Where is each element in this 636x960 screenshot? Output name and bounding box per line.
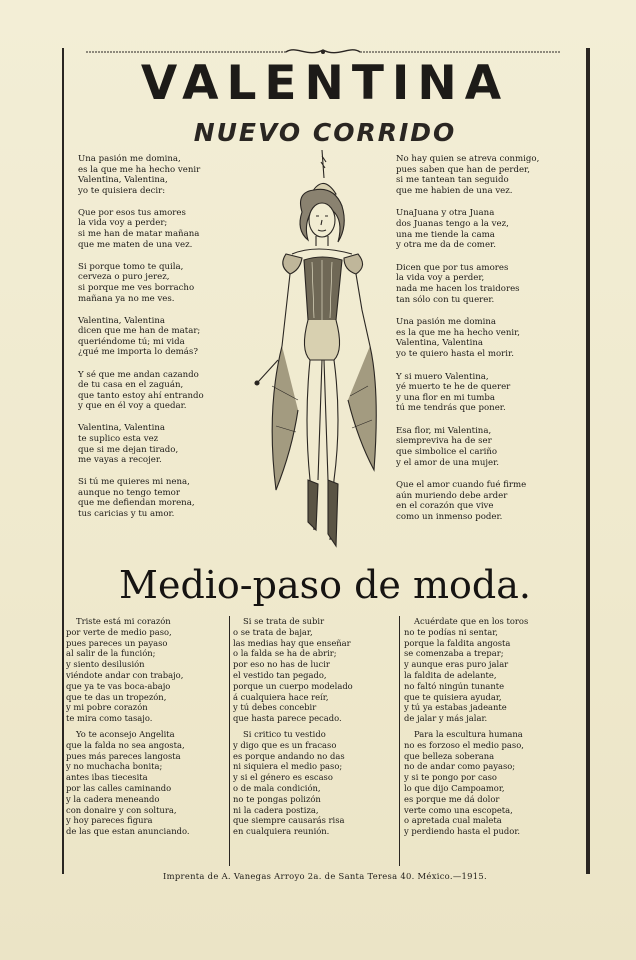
verse-line: no faltó ningún tunante: [404, 680, 505, 691]
verse-line: Y si muero Valentina,: [396, 371, 489, 382]
verse-line: que hasta parece pecado.: [233, 713, 342, 724]
column-divider: [399, 616, 400, 866]
verse-line: mañana ya no me ves.: [78, 293, 175, 304]
verse-line: Valentina, Valentina: [396, 338, 484, 349]
stanza: [396, 426, 576, 468]
verse-line: y aunque eras puro jalar: [404, 659, 509, 670]
verse-line: y la cadera meneando: [66, 793, 160, 804]
verse-line: que me habien de una vez.: [396, 185, 513, 196]
verse-line: pues más pareces langosta: [66, 750, 181, 761]
verse-line: Si tú me quieres mi nena,: [78, 477, 190, 488]
stanza: [404, 616, 574, 724]
verse-line: con donaire y con soltura,: [66, 804, 177, 815]
verse-line: la vida voy a perder;: [78, 218, 168, 229]
verse-line: que belleza soberana: [404, 750, 495, 761]
verse-line: Una pasión me domina: [396, 317, 497, 328]
verse-line: y hoy pareces figura: [66, 815, 153, 826]
verse-line: que la falda no sea angosta,: [66, 739, 185, 750]
verse-line: que me maten de una vez.: [78, 239, 193, 250]
verse-line: de tu casa en el zaguán,: [78, 380, 184, 391]
stanza: [396, 263, 576, 305]
verse-line: pues saben que han de perder,: [396, 164, 530, 175]
verse-line: Que por esos tus amores: [78, 207, 186, 218]
stanza: [233, 729, 393, 837]
verse-line: queriéndome tú; mi vida: [78, 336, 185, 347]
verse-line: que ya te vas boca-abajo: [66, 680, 171, 691]
bottom-verse-column-1: [66, 616, 226, 842]
stanza: [396, 317, 576, 359]
verse-line: por verte de medio paso,: [66, 626, 172, 637]
verse-line: Para la escultura humana: [414, 728, 523, 739]
verse-line: cerveza o puro jerez,: [78, 272, 170, 283]
verse-line: la faldita de adelante,: [404, 669, 497, 680]
verse-line: Que el amor cuando fué firme: [396, 480, 527, 491]
bottom-verse-column-2: [233, 616, 393, 842]
verse-line: ni siquiera el medio paso;: [233, 761, 343, 772]
verse-line: no te podías ni sentar,: [404, 626, 498, 637]
stanza: [78, 370, 256, 412]
dancer-illustration: [252, 150, 392, 560]
verse-line: que siempre causarás risa: [233, 815, 345, 826]
verse-line: el vestido tan pegado,: [233, 669, 327, 680]
verse-line: dicen que me han de matar;: [78, 326, 201, 337]
verse-line: de jalar y más jalar.: [404, 713, 488, 724]
verse-line: siempreviva ha de ser: [396, 436, 492, 447]
verse-line: por eso no has de lucir: [233, 659, 330, 670]
verse-line: me vayas a recojer.: [78, 455, 162, 466]
verse-line: aún muriendo debe arder: [396, 490, 508, 501]
verse-line: ni la cadera postiza,: [233, 804, 319, 815]
stanza: [78, 262, 256, 304]
verse-line: UnaJuana y otra Juana: [396, 208, 495, 219]
verse-line: yo te quisiera decir:: [78, 185, 166, 196]
verse-line: por las calles caminando: [66, 782, 172, 793]
verse-line: porque la faldita angosta: [404, 637, 511, 648]
verse-line: pues pareces un payaso: [66, 637, 168, 648]
verse-line: es porque me dá dolor: [404, 793, 500, 804]
stanza: [233, 616, 393, 724]
verse-line: No hay quien se atreva conmigo,: [396, 154, 540, 164]
verse-line: en cualquiera reunión.: [233, 826, 330, 837]
verse-line: tú me tendrás que poner.: [396, 403, 506, 414]
verse-line: y tú debes concebir: [233, 702, 317, 713]
verse-line: yé muerto te he de querer: [396, 382, 511, 393]
verse-line: Si porque tomo te quila,: [78, 261, 184, 272]
verse-line: Yo te aconsejo Angelita: [76, 728, 175, 739]
stanza: [78, 316, 256, 358]
stanza: [78, 477, 256, 519]
verse-line: es porque andando no das: [233, 750, 345, 761]
verse-line: en el corazón que vive: [396, 501, 494, 512]
verse-line: aunque no tengo temor: [78, 487, 180, 498]
verse-line: Valentina, Valentina: [78, 315, 166, 326]
verse-line: Esa flor, mi Valentina,: [396, 425, 492, 436]
verse-line: que me defiendan morena,: [78, 498, 195, 509]
verse-line: o se trata de bajar,: [233, 626, 313, 637]
verse-line: porque un cuerpo modelado: [233, 680, 353, 691]
verse-line: Una pasión me domina,: [78, 154, 181, 164]
verse-line: que si me dejan tirado,: [78, 444, 179, 455]
verse-line: Triste está mi corazón: [76, 616, 171, 626]
poem-title: VALENTINA: [140, 56, 510, 111]
verse-line: que te quisiera ayudar,: [404, 691, 502, 702]
verse-line: yo te quiero hasta el morir.: [396, 348, 514, 359]
section-title: Medio-paso de moda.: [119, 563, 531, 607]
verse-line: y digo que es un fracaso: [233, 739, 337, 750]
verse-line: al salir de la función;: [66, 648, 156, 659]
verse-line: Y sé que me andan cazando: [78, 369, 199, 380]
verse-line: Valentina, Valentina,: [78, 175, 168, 186]
verse-line: se comenzaba a trepar;: [404, 648, 504, 659]
verse-line: si me tantean tan seguido: [396, 175, 509, 186]
verse-line: tus caricias y tu amor.: [78, 509, 175, 520]
verse-line: que tanto estoy ahí entrando: [78, 390, 204, 401]
verse-line: es la que me ha hecho venir,: [396, 327, 521, 338]
verse-line: Si critico tu vestido: [243, 728, 326, 739]
verse-line: o la falda se ha de abrir;: [233, 648, 337, 659]
verse-line: Valentina, Valentina: [78, 423, 166, 434]
verse-line: y perdiendo hasta el pudor.: [404, 826, 521, 837]
stanza: [404, 729, 574, 837]
verse-line: de las que estan anunciando.: [66, 826, 190, 837]
verse-line: tan sólo con tu querer.: [396, 294, 495, 305]
verse-line: no de andar como payaso;: [404, 761, 516, 772]
stanza: [396, 154, 576, 196]
verse-line: no te pongas polizón: [233, 793, 321, 804]
verse-line: como un inmenso poder.: [396, 512, 503, 523]
verse-line: á cualquiera hace reír,: [233, 691, 329, 702]
verse-line: nada me hacen los traidores: [396, 283, 520, 294]
printer-imprint: Imprenta de A. Vanegas Arroyo 2a. de Santa Teresa 40. México.—1915.: [163, 871, 487, 881]
bottom-verse-column-3: [404, 616, 574, 842]
verse-line: antes ibas tiecesita: [66, 772, 148, 783]
stanza: [66, 729, 226, 837]
left-verse-column: [78, 154, 256, 531]
verse-line: y tú ya estabas jadeante: [404, 702, 507, 713]
verse-line: Si se trata de subir: [243, 616, 325, 626]
verse-line: Dicen que por tus amores: [396, 262, 509, 273]
verse-line: y siento desilusión: [66, 659, 145, 670]
verse-line: y si te pongo por caso: [404, 772, 497, 783]
verse-line: viéndote andar con trabajo,: [66, 669, 184, 680]
stanza: [78, 208, 256, 250]
verse-line: y mi pobre corazón: [66, 702, 148, 713]
verse-line: es la que me ha hecho venir: [78, 164, 201, 175]
verse-line: te suplico esta vez: [78, 433, 159, 444]
verse-line: las medias hay que enseñar: [233, 637, 351, 648]
stanza: [396, 372, 576, 414]
verse-line: dos Juanas tengo a la vez,: [396, 218, 509, 229]
verse-line: y si el género es escaso: [233, 772, 333, 783]
stanza: [78, 154, 256, 196]
poem-subtitle: NUEVO CORRIDO: [193, 118, 457, 147]
verse-line: ¿qué me importa lo demás?: [78, 347, 198, 358]
verse-line: si me han de matar mañana: [78, 229, 200, 240]
verse-line: lo que dijo Campoamor,: [404, 782, 505, 793]
stanza: [78, 423, 256, 465]
verse-line: y el amor de una mujer.: [396, 457, 500, 468]
verse-line: si porque me ves borracho: [78, 282, 195, 293]
verse-line: que simbolice el cariño: [396, 447, 498, 458]
verse-line: una me tiende la cama: [396, 229, 495, 240]
verse-line: te mira como tasajo.: [66, 713, 153, 724]
verse-line: y otra me da de comer.: [396, 240, 496, 251]
stanza: [396, 208, 576, 250]
verse-line: no es forzoso el medio paso,: [404, 739, 524, 750]
verse-line: que te das un tropezón,: [66, 691, 167, 702]
verse-line: Acuérdate que en los toros: [414, 616, 529, 626]
right-verse-column: [396, 154, 576, 535]
verse-line: y no muchacha bonita;: [66, 761, 163, 772]
verse-line: y una flor en mi tumba: [396, 392, 496, 403]
verse-line: o de mala condición,: [233, 782, 321, 793]
column-divider: [229, 616, 230, 866]
verse-line: la vida voy a perder,: [396, 273, 485, 284]
verse-line: o apretada cual maleta: [404, 815, 502, 826]
verse-line: y que en él voy a quedar.: [78, 401, 187, 412]
verse-line: verte como una escopeta,: [404, 804, 513, 815]
stanza: [66, 616, 226, 724]
stanza: [396, 480, 576, 522]
